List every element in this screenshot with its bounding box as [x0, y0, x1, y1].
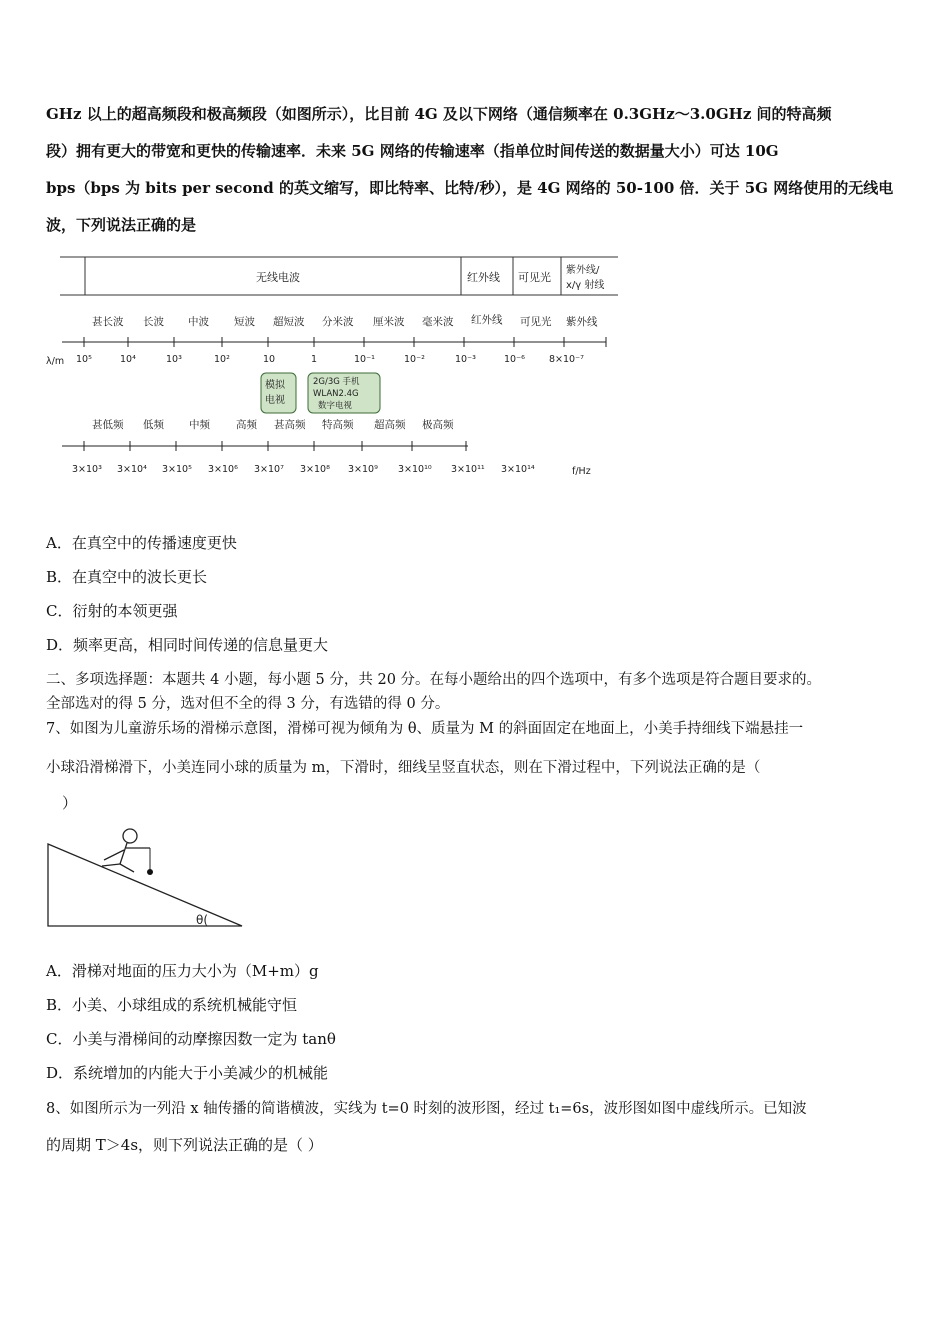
lambda-tick-8: 10⁻³	[455, 354, 476, 365]
q7-line-3: ）	[62, 794, 78, 812]
q6-option-a: A．在真空中的传播速度更快	[46, 534, 237, 552]
q7-option-d: D．系统增加的内能大于小美减少的机械能	[46, 1064, 329, 1082]
lambda-tick-5: 1	[311, 354, 318, 365]
freq-name-6: 超高频	[374, 419, 406, 431]
q7-line-1: 7、如图为儿童游乐场的滑梯示意图，滑梯可视为倾角为 θ、质量为 M 的斜面固定在地面上，小美手持细线下端悬挂一	[46, 721, 804, 737]
lambda-tick-9: 10⁻⁶	[504, 354, 525, 365]
wave-name-3: 短波	[234, 316, 255, 328]
wave-name-8: 红外线	[471, 314, 503, 326]
freq-name-0: 甚低频	[92, 419, 124, 431]
freq-name-3: 高频	[236, 419, 257, 431]
lambda-tick-1: 10⁴	[120, 354, 136, 365]
q7-line-2: 小球沿滑梯滑下，小美连同小球的质量为 m，下滑时，细线呈竖直状态，则在下滑过程中，下列说法正确的是（	[46, 760, 761, 776]
wave-name-0: 甚长波	[92, 316, 124, 328]
wave-name-9: 可见光	[520, 316, 552, 328]
wave-name-4: 超短波	[273, 316, 305, 328]
band-xray: x/γ 射线	[566, 280, 605, 291]
freq-tick-1: 3×10⁴	[117, 464, 147, 475]
wave-name-7: 毫米波	[422, 316, 454, 328]
lambda-tick-2: 10³	[166, 354, 182, 365]
lambda-tick-4: 10	[263, 354, 276, 365]
freq-tick-4: 3×10⁷	[254, 464, 284, 475]
analog-tv-box	[261, 373, 296, 413]
q7-option-b: B．小美、小球组成的系统机械能守恒	[46, 996, 298, 1014]
freq-tick-8: 3×10¹¹	[451, 464, 485, 475]
hanging-ball	[147, 869, 153, 875]
freq-name-7: 极高频	[422, 419, 454, 431]
lambda-tick-0: 10⁵	[76, 354, 92, 365]
mobile-text-1: 2G/3G 手机	[313, 377, 360, 387]
section2-line-1: 二、多项选择题：本题共 4 小题，每小题 5 分，共 20 分。在每小题给出的四个选项中，有多个选项是符合题目要求的。	[46, 672, 822, 688]
wave-name-5: 分米波	[322, 316, 354, 328]
analog-tv-text-2: 电视	[265, 395, 285, 406]
incline-triangle	[48, 844, 242, 926]
freq-tick-9: 3×10¹⁴	[501, 464, 535, 475]
intro-line-3: bps（bps 为 bits per second 的英文缩写，即比特率、比特/秒），是 4G 网络的 50-100 倍．关于 5G 网络使用的无线电	[46, 179, 894, 197]
intro-line-4: 波，下列说法正确的是	[46, 216, 197, 234]
band-uv: 紫外线/	[566, 265, 600, 276]
lambda-label: λ/m	[46, 356, 65, 367]
freq-tick-2: 3×10⁵	[162, 464, 192, 475]
theta-label: θ(	[196, 913, 209, 927]
freq-name-1: 低频	[143, 419, 164, 431]
freq-tick-5: 3×10⁸	[300, 464, 330, 475]
lambda-tick-10: 8×10⁻⁷	[549, 354, 584, 365]
intro-line-1: GHz 以上的超高频段和极高频段（如图所示），比目前 4G 及以下网络（通信频率在 0.3GHz～3.0GHz 间的特高频	[46, 105, 832, 123]
lambda-tick-7: 10⁻²	[404, 354, 425, 365]
child-head	[123, 829, 137, 843]
analog-tv-text-1: 模拟	[265, 380, 285, 391]
band-visible: 可见光	[518, 271, 551, 284]
wave-name-2: 中波	[188, 316, 209, 328]
spectrum-figure	[46, 250, 626, 485]
freq-tick-6: 3×10⁹	[348, 464, 378, 475]
mobile-text-2: WLAN2.4G	[313, 389, 359, 399]
lambda-tick-6: 10⁻¹	[354, 354, 375, 365]
freq-name-4: 甚高频	[274, 419, 306, 431]
q7-option-a: A．滑梯对地面的压力大小为（M+m）g	[46, 962, 319, 980]
wave-name-10: 紫外线	[566, 316, 598, 328]
q8-line-1: 8、如图所示为一列沿 x 轴传播的简谐横波，实线为 t=0 时刻的波形图，经过 t₁=6s，波形图如图中虚线所示。已知波	[46, 1101, 807, 1117]
q7-option-c: C．小美与滑梯间的动摩擦因数一定为 tanθ	[46, 1030, 336, 1048]
wave-name-6: 厘米波	[373, 316, 405, 328]
lambda-tick-3: 10²	[214, 354, 230, 365]
band-infrared: 红外线	[467, 271, 500, 284]
band-radio: 无线电波	[256, 271, 300, 284]
slide-figure	[44, 820, 248, 932]
intro-line-2: 段）拥有更大的带宽和更快的传输速率．未来 5G 网络的传输速率（指单位时间传送的数据量大小）可达 10G	[46, 142, 779, 160]
freq-tick-7: 3×10¹⁰	[398, 464, 432, 475]
freq-name-2: 中频	[189, 419, 210, 431]
q8-line-2: 的周期 T＞4s，则下列说法正确的是（ ）	[46, 1136, 323, 1154]
q6-option-d: D．频率更高，相同时间传递的信息量更大	[46, 636, 329, 654]
freq-tick-0: 3×10³	[72, 464, 102, 475]
q6-option-b: B．在真空中的波长更长	[46, 568, 208, 586]
wave-name-1: 长波	[143, 316, 164, 328]
freq-name-5: 特高频	[322, 419, 354, 431]
freq-tick-3: 3×10⁶	[208, 464, 238, 475]
mobile-text-3: 数字电视	[318, 401, 353, 411]
section2-line-2: 全部选对的得 5 分，选对但不全的得 3 分，有选错的得 0 分。	[46, 696, 450, 712]
q6-option-c: C．衍射的本领更强	[46, 602, 178, 620]
freq-axis-label: f/Hz	[572, 466, 591, 477]
